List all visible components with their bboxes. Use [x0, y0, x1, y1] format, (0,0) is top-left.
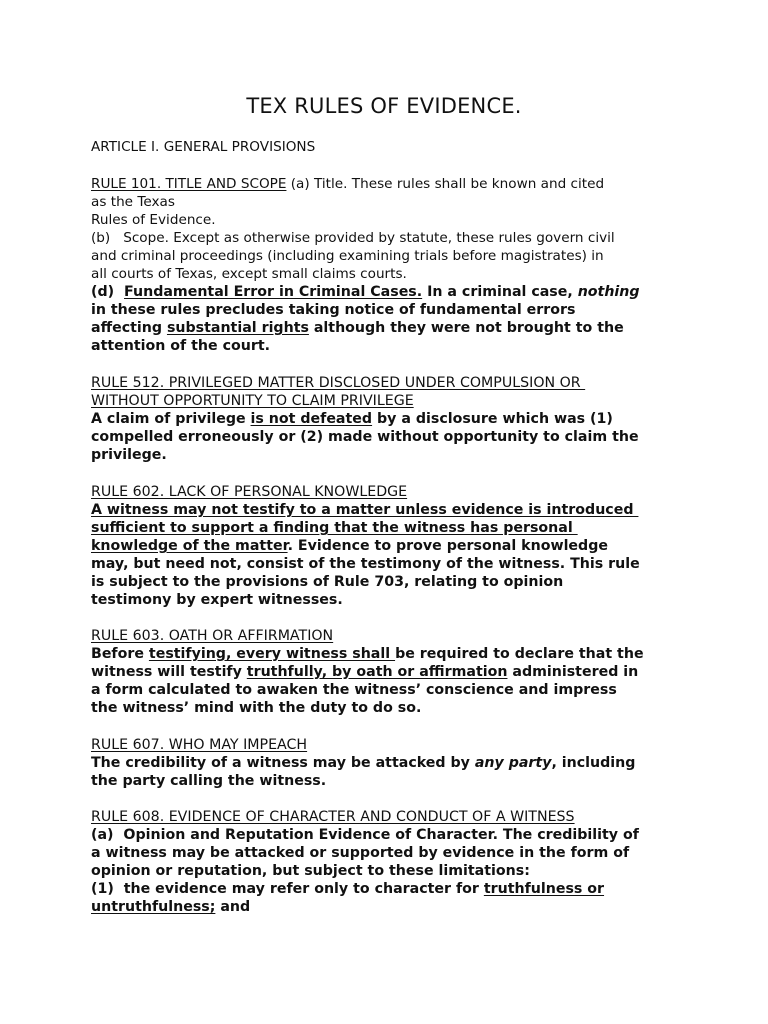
rule-101-d-line-2: in these rules precludes taking notice of fundamental errors: [91, 302, 576, 318]
rule-512-line-2: compelled erroneously or (2) made without opportunity to claim the: [91, 429, 639, 445]
rule-602-line-6: testimony by expert witnesses.: [91, 592, 343, 608]
rule-603-line-2: witness will testify truthfully, by oath or affirmation administered in: [91, 664, 639, 680]
rule-602-line-4: may, but need not, consist of the testimony of the witness. This rule: [91, 556, 640, 572]
rule-101-heading: RULE 101. TITLE AND SCOPE: [91, 176, 287, 192]
rule-607-line-1: The credibility of a witness may be attacked by any party, including: [91, 755, 636, 771]
rule-603-heading: RULE 603. OATH OR AFFIRMATION: [91, 628, 334, 644]
rule-101-line-3: Rules of Evidence.: [91, 212, 216, 228]
rule-101-d-line-4: attention of the court.: [91, 338, 271, 354]
rule-101-d-line-3: affecting substantial rights although they were not brought to the: [91, 320, 624, 336]
rule-608-line-3: opinion or reputation, but subject to these limitations:: [91, 863, 530, 879]
rule-602-line-5: is subject to the provisions of Rule 703, relating to opinion: [91, 574, 564, 590]
document-title: TEX RULES OF EVIDENCE.: [246, 94, 522, 118]
rule-603-line-1: Before testifying, every witness shall be required to declare that the: [91, 646, 644, 662]
rule-512-line-1: A claim of privilege is not defeated by a disclosure which was (1): [91, 411, 613, 427]
rule-602-line-2: sufficient to support a finding that the witness has personal: [91, 520, 578, 536]
rule-101-line-1: RULE 101. TITLE AND SCOPE (a) Title. These rules shall be known and cited: [91, 176, 605, 192]
rule-101-line-5: and criminal proceedings (including examining trials before magistrates) in: [91, 248, 604, 264]
rule-603-line-4: the witness’ mind with the duty to do so.: [91, 700, 422, 716]
rule-608-heading: RULE 608. EVIDENCE OF CHARACTER AND CONDUCT OF A WITNESS: [91, 809, 575, 825]
rule-602-line-1: A witness may not testify to a matter unless evidence is introduced: [91, 502, 639, 518]
rule-101-d-line-1: (d) Fundamental Error in Criminal Cases. In a criminal case, nothing: [91, 284, 640, 300]
rule-101-line-4: (b) Scope. Except as otherwise provided by statute, these rules govern civil: [91, 230, 615, 246]
rule-512-heading-2: WITHOUT OPPORTUNITY TO CLAIM PRIVILEGE: [91, 393, 414, 409]
rule-608-line-1: (a) Opinion and Reputation Evidence of Character. The credibility of: [91, 827, 639, 843]
rule-608-line-5: untruthfulness; and: [91, 899, 251, 915]
rule-608-line-4: (1) the evidence may refer only to character for truthfulness or: [91, 881, 605, 897]
rule-512-heading-1: RULE 512. PRIVILEGED MATTER DISCLOSED UNDER COMPULSION OR: [91, 375, 586, 391]
rule-101-d-title: Fundamental Error in Criminal Cases.: [124, 284, 423, 300]
rule-607-line-2: the party calling the witness.: [91, 773, 327, 789]
rule-101-line-6: all courts of Texas, except small claims courts.: [91, 266, 407, 282]
rule-607-heading: RULE 607. WHO MAY IMPEACH: [91, 737, 308, 753]
article-heading: ARTICLE I. GENERAL PROVISIONS: [91, 139, 316, 155]
rule-602-heading: RULE 602. LACK OF PERSONAL KNOWLEDGE: [91, 484, 408, 500]
rule-608-line-2: a witness may be attacked or supported by evidence in the form of: [91, 845, 630, 861]
rule-101-line-2: as the Texas: [91, 194, 175, 210]
rule-603-line-3: a form calculated to awaken the witness’ conscience and impress: [91, 682, 617, 698]
rule-512-line-3: privilege.: [91, 447, 167, 463]
rule-602-line-3: knowledge of the matter. Evidence to prove personal knowledge: [91, 538, 608, 554]
